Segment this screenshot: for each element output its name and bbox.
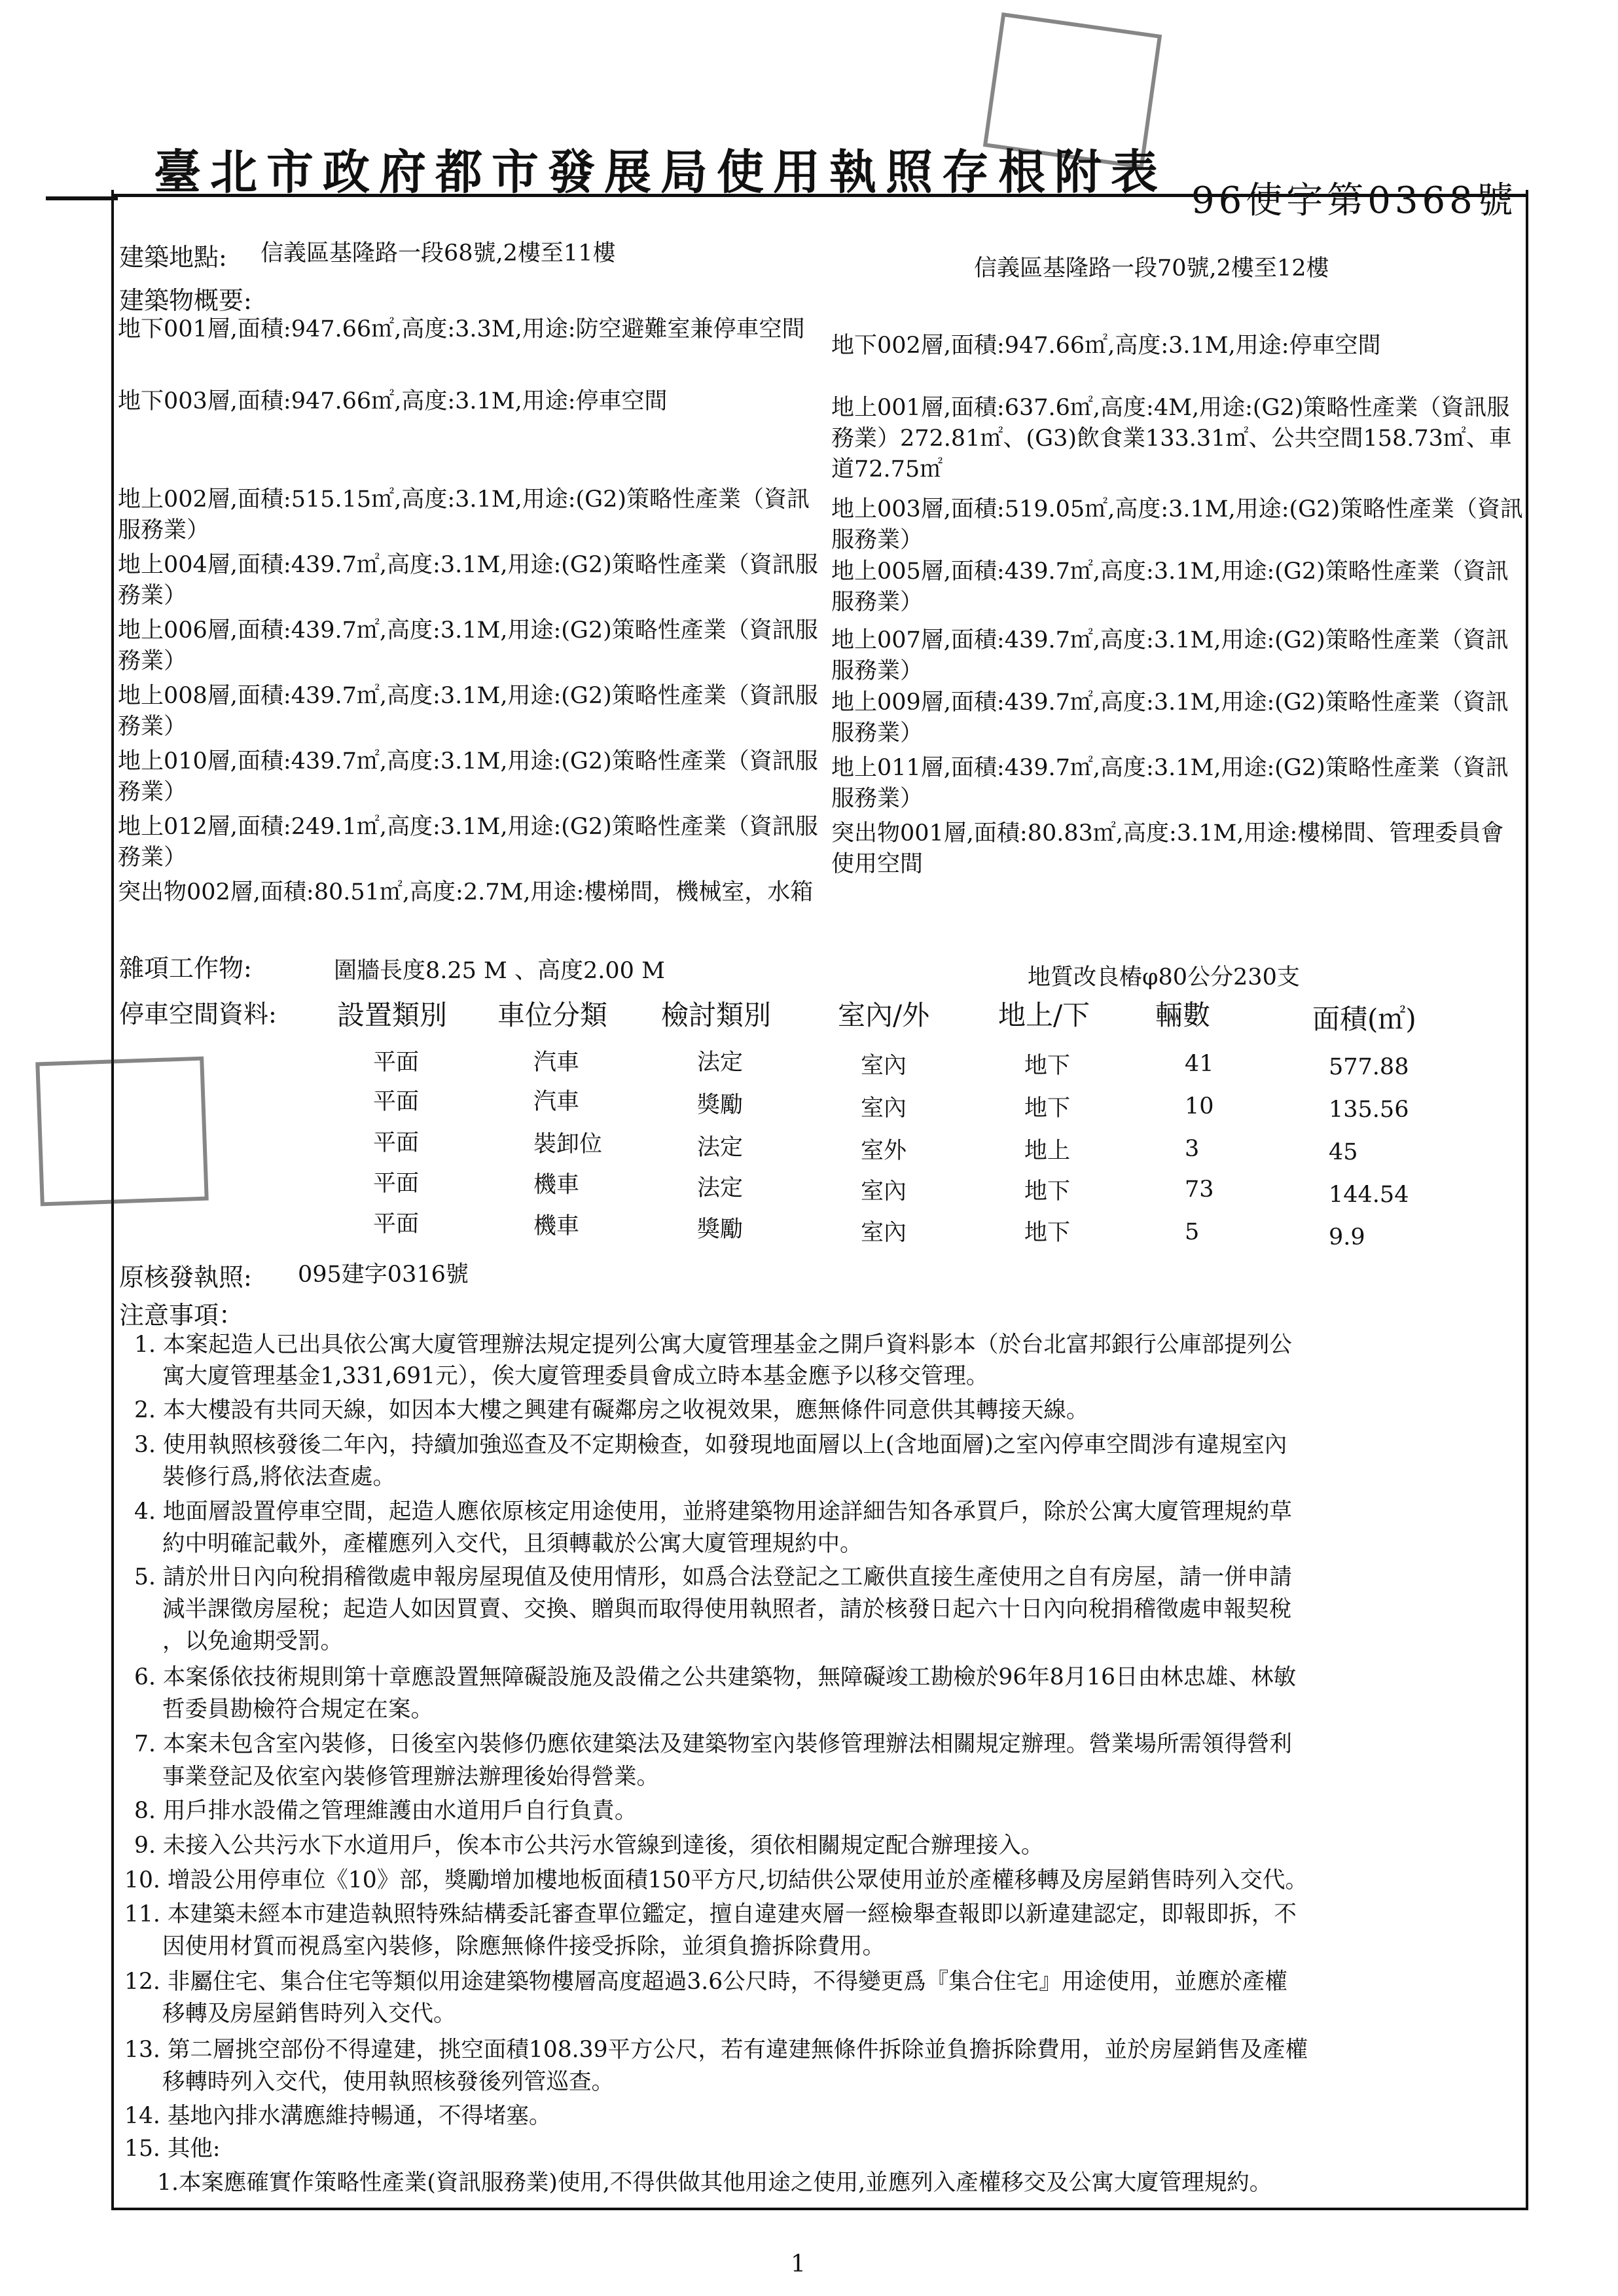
parking-cell: 獎勵 [697,1092,744,1118]
overview-right-item: 地上001層,面積:637.6㎡,高度:4M,用途:(G2)策略性產業（資訊服務業）272.81㎡、(G3)飲食業133.31㎡、公共空間158.73㎡、車道72.75㎡ [831,395,1512,483]
parking-cell: 法定 [697,1049,744,1076]
parking-cell: 室內 [861,1178,907,1205]
address-label: 建築地點: [119,243,227,272]
note-line: 1. 本案起造人已出具依公寓大廈管理辦法規定提列公寓大廈管理基金之開戶資料影本（於台北富邦銀行公庫部提列公 [134,1332,1292,1358]
header-rule-left-stroke [46,196,118,200]
overview-right-item: 地上003層,面積:519.05㎡,高度:3.1M,用途:(G2)策略性產業（資訊服務業） [831,496,1524,553]
parking-cell: 9.9 [1329,1224,1365,1250]
parking-cell: 41 [1185,1051,1214,1077]
parking-cell: 平面 [373,1130,420,1156]
note-line: 2. 本大樓設有共同天線，如因本大樓之興建有礙鄰房之收視效果，應無條件同意供其轉接天線。 [134,1397,1089,1423]
official-stamp-left [35,1057,209,1207]
note-line: ，以免逾期受罰。 [162,1628,343,1654]
parking-cell: 地下 [1024,1178,1071,1205]
overview-left-item: 地上006層,面積:439.7㎡,高度:3.1M,用途:(G2)策略性產業（資訊服務業） [118,617,818,674]
parking-cell: 平面 [373,1211,420,1237]
parking-cell: 汽車 [533,1089,580,1115]
parking-cell: 機車 [533,1213,580,1239]
note-line: 事業登記及依室內裝修管理辦法辦理後始得營業。 [162,1764,659,1790]
parking-cell: 機車 [533,1172,580,1198]
parking-cell: 10 [1185,1093,1214,1120]
parking-header: 面積(㎡) [1312,1003,1416,1035]
parking-cell: 144.54 [1329,1182,1409,1208]
note-line: 4. 地面層設置停車空間，起造人應依原核定用途使用，並將建築物用途詳細告知各承買戶，除於公寓大廈管理規約草 [134,1499,1292,1525]
parking-header: 設置類別 [337,999,448,1031]
parking-cell: 3 [1185,1136,1200,1162]
note-line: 因使用材質而視爲室內裝修，除應無條件接受拆除，並須負擔拆除費用。 [162,1933,885,1959]
note-line: 約中明確記載外，產權應列入交代，且須轉載於公寓大廈管理規約中。 [162,1531,863,1557]
parking-cell: 地下 [1024,1095,1071,1121]
overview-label: 建築物概要: [119,286,252,315]
parking-cell: 135.56 [1329,1097,1409,1123]
overview-right-item: 地下002層,面積:947.66㎡,高度:3.1M,用途:停車空間 [831,333,1381,359]
note-line: 6. 本案係依技術規則第十章應設置無障礙設施及設備之公共建築物，無障礙竣工勘檢於96年8月16日由林忠雄、林敏 [134,1664,1297,1690]
overview-right-item: 地上011層,面積:439.7㎡,高度:3.1M,用途:(G2)策略性產業（資訊服務業） [831,755,1509,812]
note-line: 9. 未接入公共污水下水道用戶，俟本市公共污水管線到達後，須依相關規定配合辦理接入。 [134,1832,1044,1859]
parking-cell: 法定 [697,1135,744,1161]
overview-left-item: 地下003層,面積:947.66㎡,高度:3.1M,用途:停車空間 [118,388,668,414]
overview-left-item: 突出物002層,面積:80.51㎡,高度:2.7M,用途:樓梯間，機械室，水箱 [118,879,814,905]
misc-wall: 圍牆長度8.25 M 、高度2.00 M [334,958,665,984]
frame-right-border [1526,190,1528,2210]
original-permit-value: 095建字0316號 [298,1262,469,1288]
note-line: 移轉及房屋銷售時列入交代。 [162,2001,456,2027]
note-line: 12. 非屬住宅、集合住宅等類似用途建築物樓層高度超過3.6公尺時，不得變更爲『集合住宅』用途使用，並應於產權 [124,1969,1287,1995]
note-line: 哲委員勘檢符合規定在案。 [162,1696,433,1722]
note-line: 1.本案應確實作策略性產業(資訊服務業)使用,不得供做其他用途之使用,並應列入產權移交及公寓大廈管理規約。 [157,2170,1272,2196]
note-line: 減半課徵房屋稅；起造人如因買賣、交換、贈與而取得使用執照者，請於核發日起六十日內向稅捐稽徵處申報契稅 [162,1596,1291,1622]
overview-left-item: 地下001層,面積:947.66㎡,高度:3.3M,用途:防空避難室兼停車空間 [118,316,805,342]
parking-label: 停車空間資料: [119,1000,277,1029]
parking-header: 室內/外 [838,999,930,1031]
note-line: 5. 請於卅日內向稅捐稽徵處申報房屋現值及使用情形，如爲合法登記之工廠供直接生產使用之自有房屋，請一併申請 [134,1564,1292,1590]
misc-piles: 地質改良樁φ80公分230支 [1028,964,1300,991]
overview-right-item: 突出物001層,面積:80.83㎡,高度:3.1M,用途:樓梯間、管理委員會使用空間 [831,820,1504,877]
parking-header: 車位分類 [497,999,608,1031]
note-line: 8. 用戶排水設備之管理維護由水道用戶自行負責。 [134,1798,638,1824]
original-permit-label: 原核發執照: [119,1263,252,1292]
parking-header: 檢討類別 [661,999,772,1031]
parking-cell: 裝卸位 [533,1131,603,1157]
overview-left-item: 地上004層,面積:439.7㎡,高度:3.1M,用途:(G2)策略性產業（資訊服務業） [118,552,818,609]
overview-left-item: 地上008層,面積:439.7㎡,高度:3.1M,用途:(G2)策略性產業（資訊服務業） [118,683,818,740]
address-value-1: 信義區基隆路一段68號,2樓至11樓 [261,240,616,266]
note-line: 移轉時列入交代，使用執照核發後列管巡查。 [162,2069,614,2095]
parking-cell: 577.88 [1329,1054,1409,1080]
note-line: 寓大廈管理基金1,331,691元），俟大廈管理委員會成立時本基金應予以移交管理。 [162,1363,989,1389]
misc-works-label: 雜項工作物: [119,954,252,983]
overview-right-item: 地上009層,面積:439.7㎡,高度:3.1M,用途:(G2)策略性產業（資訊服務業） [831,689,1509,746]
notes-label: 注意事項： [119,1301,244,1330]
parking-cell: 平面 [373,1171,420,1197]
address-value-2: 信義區基隆路一段70號,2樓至12樓 [974,255,1329,282]
overview-right-item: 地上005層,面積:439.7㎡,高度:3.1M,用途:(G2)策略性產業（資訊服務業） [831,558,1509,615]
parking-cell: 室外 [861,1138,907,1164]
parking-cell: 地下 [1024,1053,1071,1079]
overview-right-item: 地上007層,面積:439.7㎡,高度:3.1M,用途:(G2)策略性產業（資訊服務業） [831,627,1509,684]
parking-cell: 法定 [697,1175,744,1201]
parking-header: 輛數 [1155,999,1211,1031]
frame-bottom-border [111,2208,1528,2210]
overview-left-item: 地上012層,面積:249.1㎡,高度:3.1M,用途:(G2)策略性產業（資訊服務業） [118,814,818,871]
parking-cell: 室內 [861,1095,907,1121]
note-line: 3. 使用執照核發後二年內，持續加強巡查及不定期檢查，如發現地面層以上(含地面層)之室內停車空間涉有違規室內 [134,1432,1287,1458]
note-line: 15. 其他: [124,2136,221,2162]
parking-cell: 汽車 [533,1049,580,1076]
note-line: 7. 本案未包含室內裝修，日後室內裝修仍應依建築法及建築物室內裝修管理辦法相關規定辦理。營業場所需領得營利 [134,1731,1292,1757]
parking-cell: 地下 [1024,1220,1071,1246]
parking-cell: 地上 [1024,1138,1071,1164]
parking-cell: 室內 [861,1220,907,1246]
overview-left-item: 地上002層,面積:515.15㎡,高度:3.1M,用途:(G2)策略性產業（資訊服務業） [118,486,810,543]
document-title: 臺北市政府都市發展局使用執照存根附表 [154,144,1168,200]
note-line: 10. 增設公用停車位《10》部，獎勵增加樓地板面積150平方尺,切結供公眾使用並於產權移轉及房屋銷售時列入交代。 [124,1867,1308,1893]
parking-cell: 獎勵 [697,1216,744,1243]
overview-left-item: 地上010層,面積:439.7㎡,高度:3.1M,用途:(G2)策略性產業（資訊服務業） [118,748,818,805]
permit-number: 96使字第0368號 [1191,179,1517,222]
parking-cell: 室內 [861,1053,907,1079]
note-line: 裝修行爲,將依法查處。 [162,1464,395,1490]
page-number: 1 [791,2251,806,2278]
parking-header: 地上/下 [998,999,1090,1031]
parking-cell: 45 [1329,1139,1358,1165]
parking-cell: 5 [1185,1219,1200,1245]
note-line: 13. 第二層挑空部份不得違建，挑空面積108.39平方公尺，若有違建無條件拆除並負擔拆除費用，並於房屋銷售及產權 [124,2037,1308,2063]
note-line: 11. 本建築未經本市建造執照特殊結構委託審查單位鑑定，擅自違建夾層一經檢舉查報即以新違建認定，即報即拆，不 [124,1901,1297,1927]
parking-cell: 73 [1185,1176,1214,1203]
parking-cell: 平面 [373,1089,420,1115]
parking-cell: 平面 [373,1049,420,1076]
note-line: 14. 基地內排水溝應維持暢通，不得堵塞。 [124,2103,552,2129]
